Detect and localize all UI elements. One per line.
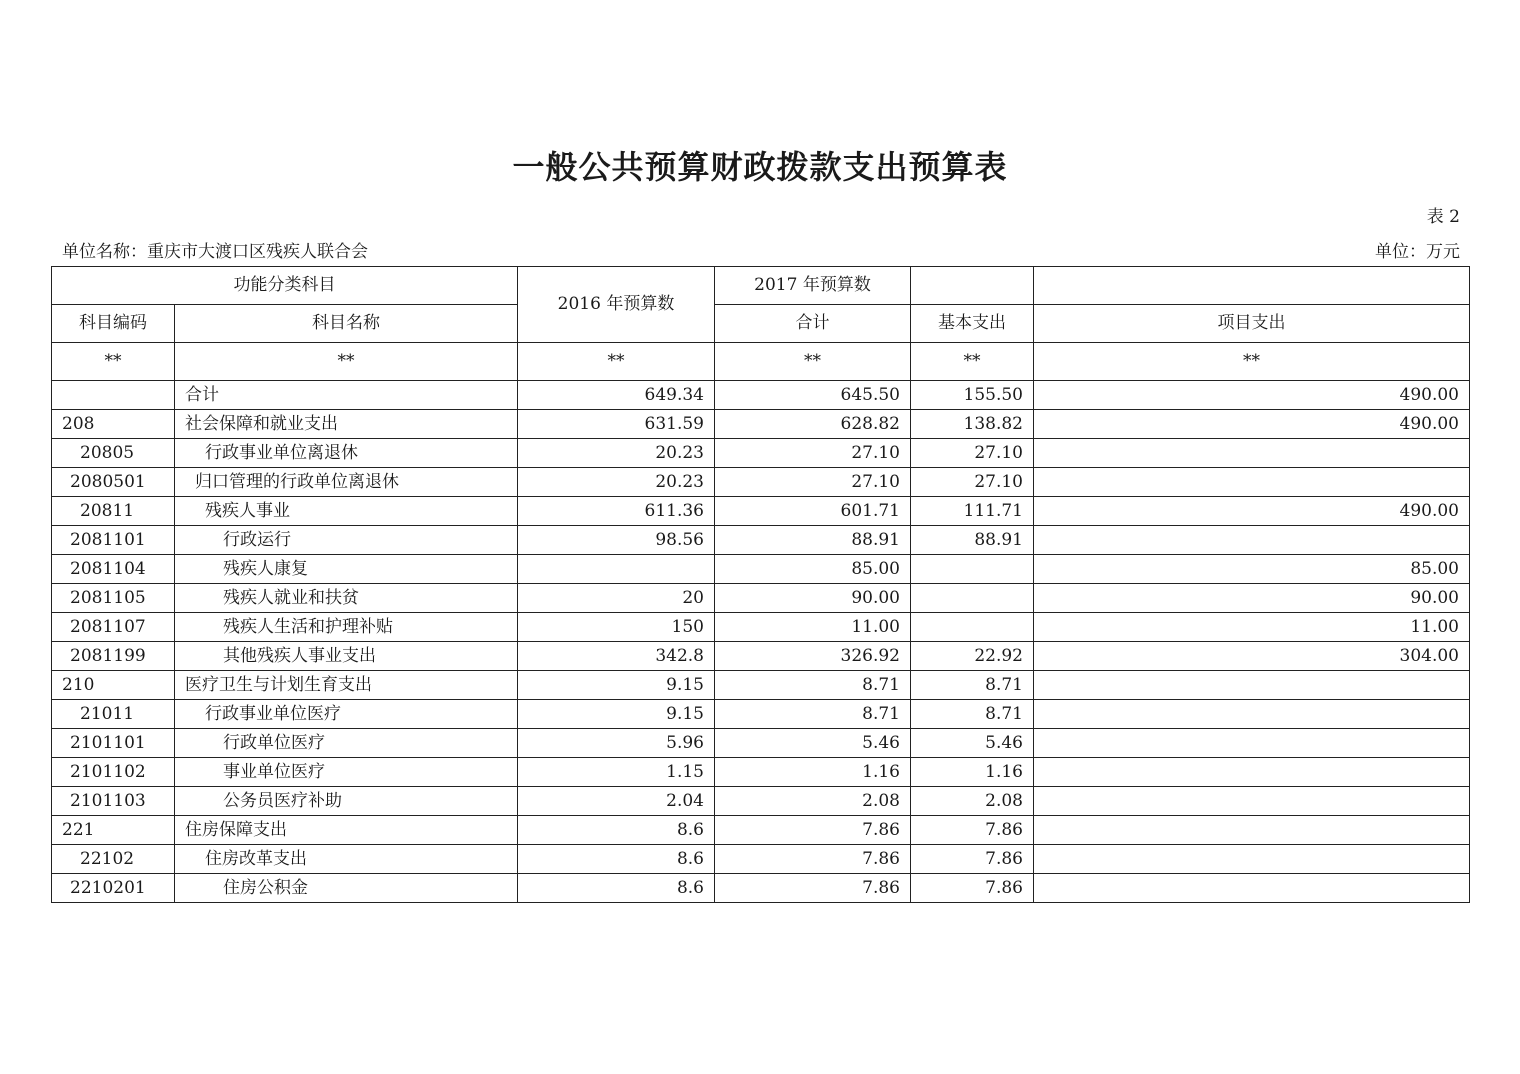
mark-cell: **	[911, 343, 1034, 381]
cell-name: 社会保障和就业支出	[175, 410, 518, 439]
cell-total: 90.00	[715, 584, 911, 613]
header-project: 项目支出	[1034, 305, 1470, 343]
cell-total: 11.00	[715, 613, 911, 642]
cell-total: 7.86	[715, 816, 911, 845]
cell-total: 628.82	[715, 410, 911, 439]
cell-name: 行政事业单位医疗	[175, 700, 518, 729]
header-empty-cell	[1034, 267, 1470, 305]
cell-total: 7.86	[715, 845, 911, 874]
mark-cell: **	[518, 343, 715, 381]
cell-total: 88.91	[715, 526, 911, 555]
cell-basic: 27.10	[911, 468, 1034, 497]
cell-budget-2016: 8.6	[518, 845, 715, 874]
table-row	[52, 845, 1470, 874]
cell-basic: 8.71	[911, 671, 1034, 700]
header-func-group: 功能分类科目	[52, 267, 518, 305]
cell-total: 27.10	[715, 439, 911, 468]
cell-name: 残疾人生活和护理补贴	[175, 613, 518, 642]
cell-code: 20805	[52, 439, 175, 468]
header-budget-2016: 2016 年预算数	[518, 267, 715, 343]
cell-project: 304.00	[1034, 642, 1470, 671]
cell-project: 90.00	[1034, 584, 1470, 613]
cell-total: 85.00	[715, 555, 911, 584]
cell-basic: 111.71	[911, 497, 1034, 526]
table-number: 表 2	[1426, 207, 1460, 227]
table-row	[52, 874, 1470, 903]
header-row-1	[52, 267, 1470, 305]
cell-code: 2101103	[52, 787, 175, 816]
cell-basic	[911, 613, 1034, 642]
header-empty-cell	[911, 267, 1034, 305]
cell-project	[1034, 758, 1470, 787]
cell-total: 601.71	[715, 497, 911, 526]
cell-budget-2016: 20	[518, 584, 715, 613]
cell-code: 21011	[52, 700, 175, 729]
cell-project	[1034, 729, 1470, 758]
cell-total: 27.10	[715, 468, 911, 497]
cell-name: 公务员医疗补助	[175, 787, 518, 816]
cell-basic: 7.86	[911, 874, 1034, 903]
cell-basic: 27.10	[911, 439, 1034, 468]
table-row	[52, 381, 1470, 410]
cell-name: 残疾人就业和扶贫	[175, 584, 518, 613]
cell-budget-2016: 1.15	[518, 758, 715, 787]
unit-name: 单位名称：重庆市大渡口区残疾人联合会	[62, 242, 368, 262]
cell-project: 490.00	[1034, 410, 1470, 439]
cell-basic: 7.86	[911, 816, 1034, 845]
cell-code: 22102	[52, 845, 175, 874]
cell-budget-2016	[518, 555, 715, 584]
cell-code: 210	[52, 671, 175, 700]
cell-budget-2016: 150	[518, 613, 715, 642]
cell-project: 490.00	[1034, 381, 1470, 410]
table-row	[52, 642, 1470, 671]
header-basic: 基本支出	[911, 305, 1034, 343]
cell-total: 2.08	[715, 787, 911, 816]
cell-project	[1034, 439, 1470, 468]
table-row	[52, 584, 1470, 613]
cell-project	[1034, 816, 1470, 845]
cell-project	[1034, 526, 1470, 555]
cell-code: 2081105	[52, 584, 175, 613]
cell-basic	[911, 555, 1034, 584]
cell-budget-2016: 611.36	[518, 497, 715, 526]
table-row	[52, 613, 1470, 642]
cell-project: 11.00	[1034, 613, 1470, 642]
cell-total: 326.92	[715, 642, 911, 671]
budget-table	[51, 266, 1470, 903]
table-row	[52, 671, 1470, 700]
table-row	[52, 758, 1470, 787]
header-budget-2017: 2017 年预算数	[715, 267, 911, 305]
cell-project	[1034, 874, 1470, 903]
cell-name: 行政运行	[175, 526, 518, 555]
cell-total: 5.46	[715, 729, 911, 758]
cell-name: 住房保障支出	[175, 816, 518, 845]
cell-budget-2016: 649.34	[518, 381, 715, 410]
cell-code: 2210201	[52, 874, 175, 903]
cell-name: 归口管理的行政单位离退休	[175, 468, 518, 497]
marks-row	[52, 343, 1470, 381]
cell-budget-2016: 20.23	[518, 439, 715, 468]
table-row	[52, 439, 1470, 468]
cell-code: 2081199	[52, 642, 175, 671]
header-name: 科目名称	[175, 305, 518, 343]
cell-total: 8.71	[715, 671, 911, 700]
cell-budget-2016: 8.6	[518, 874, 715, 903]
cell-name: 残疾人康复	[175, 555, 518, 584]
mark-cell: **	[175, 343, 518, 381]
table-row	[52, 787, 1470, 816]
header-code: 科目编码	[52, 305, 175, 343]
cell-code: 221	[52, 816, 175, 845]
table-row	[52, 816, 1470, 845]
cell-basic: 5.46	[911, 729, 1034, 758]
cell-code: 2081101	[52, 526, 175, 555]
cell-code: 2101101	[52, 729, 175, 758]
cell-basic	[911, 584, 1034, 613]
cell-basic: 7.86	[911, 845, 1034, 874]
cell-project	[1034, 700, 1470, 729]
mark-cell: **	[1034, 343, 1470, 381]
cell-project: 490.00	[1034, 497, 1470, 526]
cell-basic: 8.71	[911, 700, 1034, 729]
cell-budget-2016: 342.8	[518, 642, 715, 671]
cell-project	[1034, 671, 1470, 700]
cell-name: 住房改革支出	[175, 845, 518, 874]
table-row	[52, 729, 1470, 758]
cell-name: 医疗卫生与计划生育支出	[175, 671, 518, 700]
table-row	[52, 468, 1470, 497]
table-row	[52, 497, 1470, 526]
cell-total: 1.16	[715, 758, 911, 787]
cell-basic: 155.50	[911, 381, 1034, 410]
mark-cell: **	[715, 343, 911, 381]
table-row	[52, 526, 1470, 555]
cell-basic: 88.91	[911, 526, 1034, 555]
cell-name: 事业单位医疗	[175, 758, 518, 787]
page-title: 一般公共预算财政拨款支出预算表	[512, 148, 1008, 186]
cell-budget-2016: 9.15	[518, 700, 715, 729]
cell-budget-2016: 20.23	[518, 468, 715, 497]
cell-basic: 22.92	[911, 642, 1034, 671]
cell-budget-2016: 8.6	[518, 816, 715, 845]
cell-project	[1034, 787, 1470, 816]
header-row-2	[52, 305, 1470, 343]
currency-unit: 单位：万元	[1375, 242, 1460, 262]
cell-code: 208	[52, 410, 175, 439]
cell-budget-2016: 2.04	[518, 787, 715, 816]
cell-name: 残疾人事业	[175, 497, 518, 526]
cell-code: 2081107	[52, 613, 175, 642]
cell-project: 85.00	[1034, 555, 1470, 584]
header-total: 合计	[715, 305, 911, 343]
cell-total: 645.50	[715, 381, 911, 410]
cell-project	[1034, 468, 1470, 497]
cell-name: 住房公积金	[175, 874, 518, 903]
cell-total: 7.86	[715, 874, 911, 903]
cell-basic: 2.08	[911, 787, 1034, 816]
cell-code	[52, 381, 175, 410]
cell-budget-2016: 9.15	[518, 671, 715, 700]
cell-name: 行政事业单位离退休	[175, 439, 518, 468]
cell-basic: 138.82	[911, 410, 1034, 439]
cell-total: 8.71	[715, 700, 911, 729]
cell-budget-2016: 98.56	[518, 526, 715, 555]
cell-project	[1034, 845, 1470, 874]
mark-cell: **	[52, 343, 175, 381]
table-row	[52, 700, 1470, 729]
cell-name: 其他残疾人事业支出	[175, 642, 518, 671]
cell-name: 行政单位医疗	[175, 729, 518, 758]
cell-budget-2016: 5.96	[518, 729, 715, 758]
cell-code: 2081104	[52, 555, 175, 584]
cell-code: 2080501	[52, 468, 175, 497]
cell-budget-2016: 631.59	[518, 410, 715, 439]
cell-code: 20811	[52, 497, 175, 526]
table-row	[52, 410, 1470, 439]
cell-code: 2101102	[52, 758, 175, 787]
table-row	[52, 555, 1470, 584]
cell-name: 合计	[175, 381, 518, 410]
cell-basic: 1.16	[911, 758, 1034, 787]
